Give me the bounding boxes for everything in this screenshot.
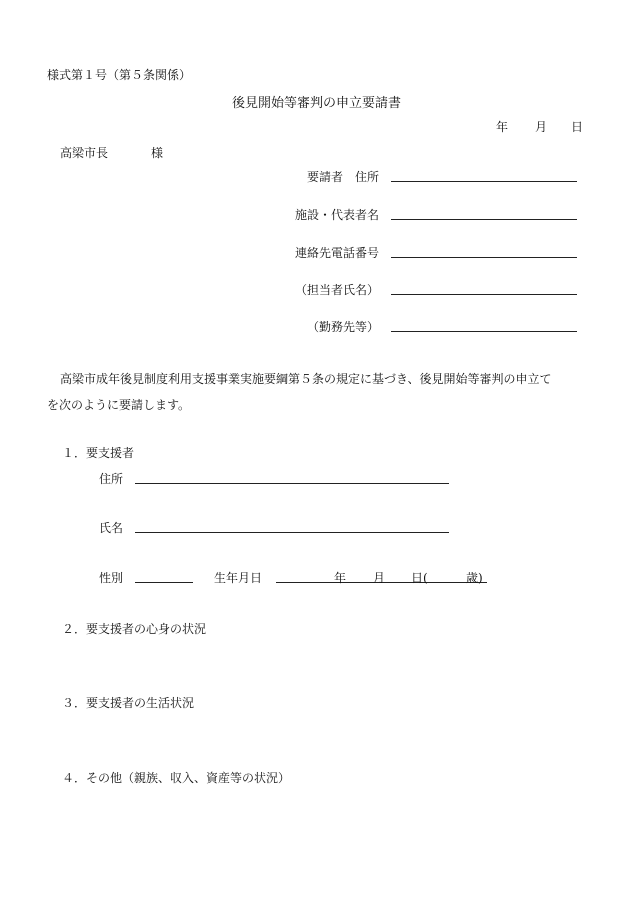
birth-year-label: 年 — [334, 571, 347, 585]
section-3-heading: ３．要支援者の生活状況 — [62, 696, 195, 710]
form-number: 様式第１号（第５条関係） — [47, 68, 192, 82]
body-text-line-1: 高梁市成年後見制度利用支援事業実施要綱第５条の規定に基づき、後見開始等審判の申立て — [60, 372, 552, 386]
date-month-label: 月 — [535, 120, 548, 134]
subject-birthdate-label: 生年月日 — [214, 571, 263, 585]
subject-address-field[interactable] — [135, 483, 449, 484]
page-title: 後見開始等審判の申立要請書 — [232, 96, 402, 111]
age-suffix-label: 歳) — [466, 571, 483, 585]
birth-month-label: 月 — [373, 571, 386, 585]
requester-workplace-field[interactable] — [391, 331, 577, 332]
requester-facility-field[interactable] — [391, 219, 577, 220]
subject-name-label: 氏名 — [99, 521, 124, 535]
subject-address-label: 住所 — [99, 472, 124, 486]
addressee-honorific: 様 — [151, 146, 164, 160]
requester-person-label: （担当者氏名） — [294, 283, 379, 297]
subject-gender-label: 性別 — [99, 571, 124, 585]
requester-phone-label: 連絡先電話番号 — [294, 246, 379, 260]
requester-address-label: 要請者 住所 — [306, 170, 379, 184]
date-day-label: 日 — [571, 120, 584, 134]
subject-gender-field[interactable] — [135, 582, 193, 583]
requester-person-field[interactable] — [391, 294, 577, 295]
requester-facility-label: 施設・代表者名 — [294, 208, 379, 222]
section-2-heading: ２．要支援者の心身の状況 — [62, 622, 207, 636]
section-4-heading: ４．その他（親族、収入、資産等の状況） — [62, 771, 291, 785]
date-year-label: 年 — [496, 120, 509, 134]
subject-name-field[interactable] — [135, 532, 449, 533]
addressee-office: 高梁市長 — [60, 146, 109, 160]
birth-day-label: 日( — [411, 571, 428, 585]
requester-phone-field[interactable] — [391, 257, 577, 258]
requester-address-field[interactable] — [391, 181, 577, 182]
section-1-heading: １．要支援者 — [62, 446, 135, 460]
body-text-line-2: を次のように要請します。 — [47, 398, 191, 412]
requester-workplace-label: （勤務先等） — [306, 320, 379, 334]
